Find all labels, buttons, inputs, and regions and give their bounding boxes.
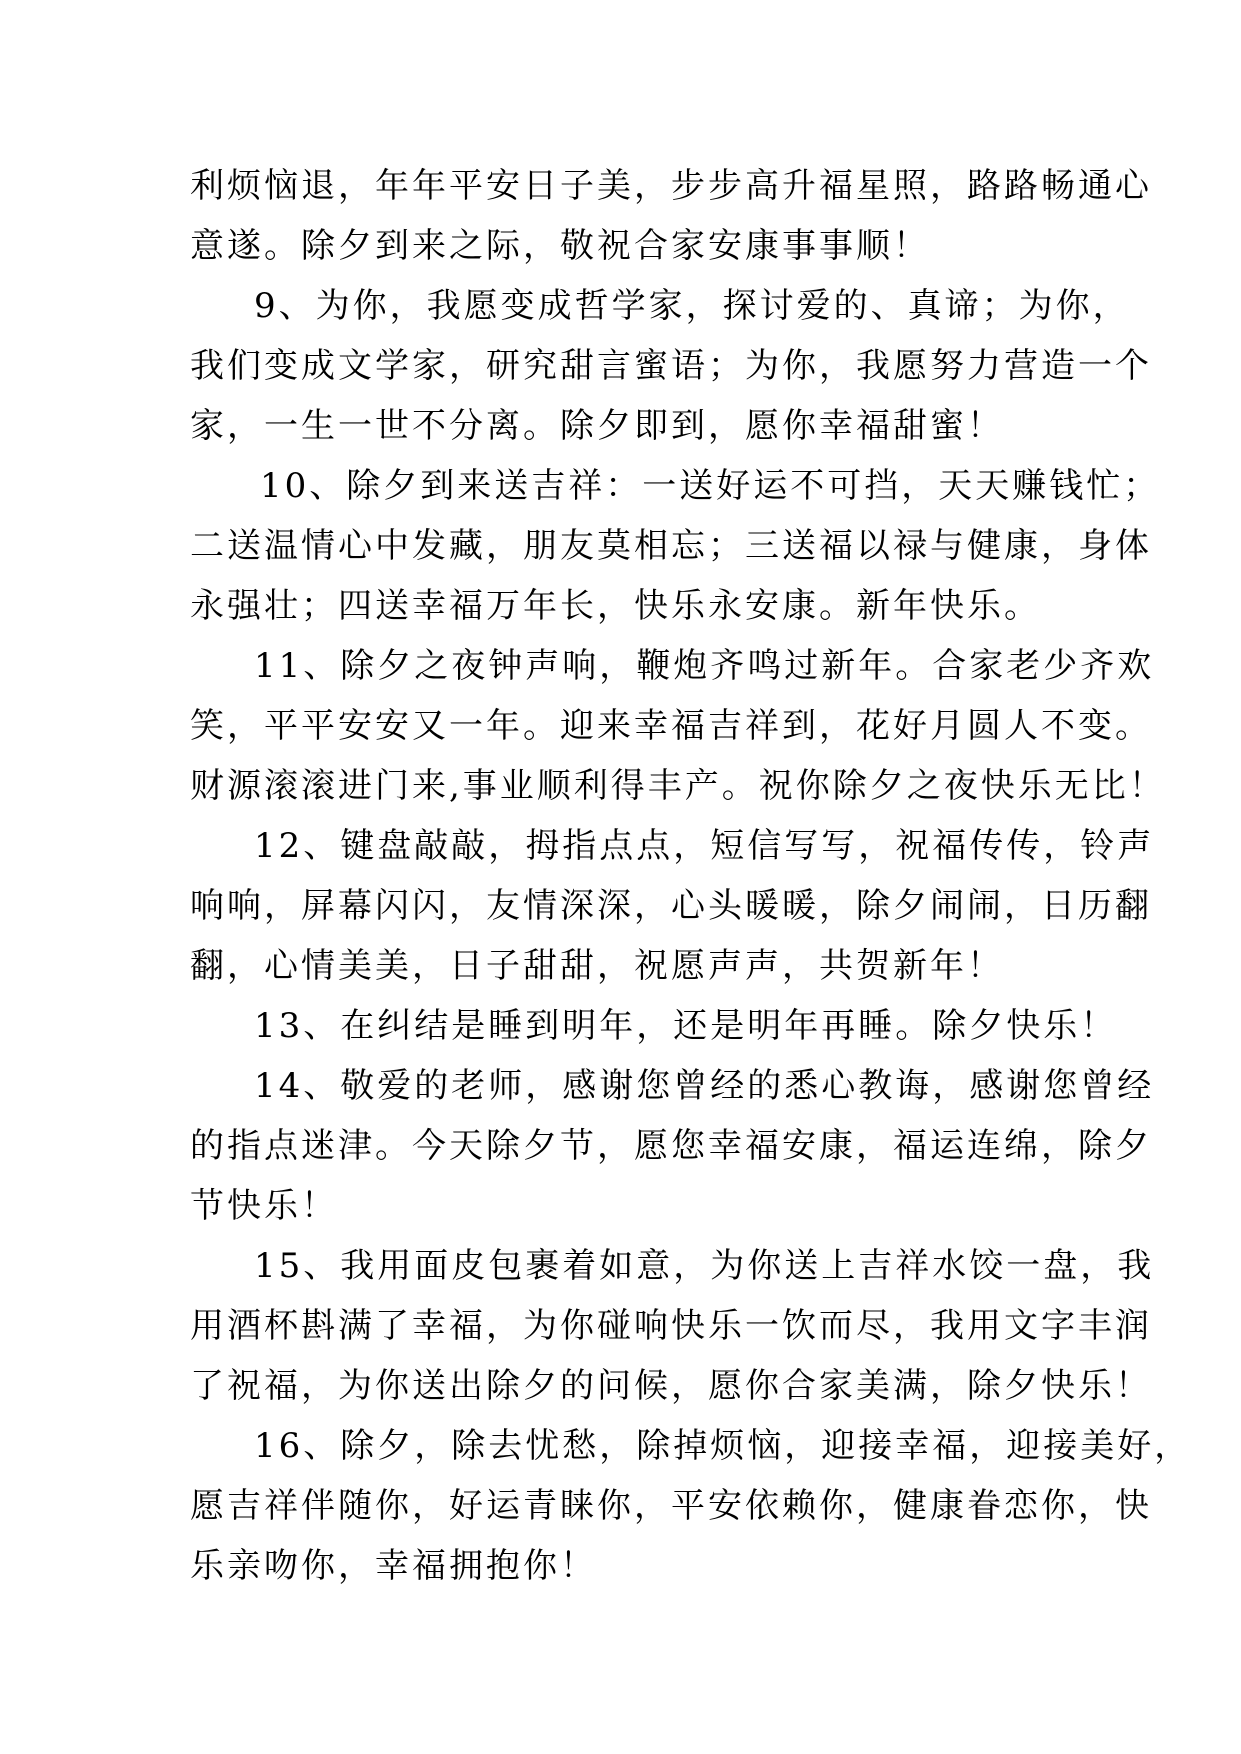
text-line: 了祝福，为你送出除夕的问候，愿你合家美满，除夕快乐！: [190, 1366, 1152, 1406]
paragraph-13-line: 13、在纠结是睡到明年，还是明年再睡。除夕快乐！: [254, 1006, 1118, 1046]
text-line: 二送温情心中发藏，朋友莫相忘；三送福以禄与健康，身体: [190, 526, 1152, 566]
paragraph-10-line: 10、除夕到来送吉祥：一送好运不可挡，天天赚钱忙；: [260, 466, 1161, 506]
text-line: 节快乐！: [190, 1186, 338, 1226]
text-line: 意遂。除夕到来之际，敬祝合家安康事事顺！: [190, 226, 930, 266]
text-line: 利烦恼退，年年平安日子美，步步高升福星照，路路畅通心: [190, 166, 1152, 206]
text-line: 家，一生一世不分离。除夕即到，愿你幸福甜蜜！: [190, 406, 1004, 446]
text-line: 笑，平平安安又一年。迎来幸福吉祥到，花好月圆人不变。: [190, 706, 1152, 746]
text-line: 愿吉祥伴随你，好运青睐你，平安依赖你，健康眷恋你，快: [190, 1486, 1152, 1526]
text-line: 永强壮；四送幸福万年长，快乐永安康。新年快乐。: [190, 586, 1041, 626]
paragraph-15-line: 15、我用面皮包裹着如意，为你送上吉祥水饺一盘，我: [254, 1246, 1155, 1286]
document-body: [190, 156, 1192, 1596]
text-line: 我们变成文学家，研究甜言蜜语；为你，我愿努力营造一个: [190, 346, 1152, 386]
text-line: 的指点迷津。今天除夕节，愿您幸福安康，福运连绵，除夕: [190, 1126, 1152, 1166]
text-line: 用酒杯斟满了幸福，为你碰响快乐一饮而尽，我用文字丰润: [190, 1306, 1152, 1346]
paragraph-9-line: 9、为你，我愿变成哲学家，探讨爱的、真谛；为你，: [254, 286, 1130, 326]
text-line: 响响，屏幕闪闪，友情深深，心头暖暖，除夕闹闹，日历翻: [190, 886, 1152, 926]
text-line: 财源滚滚进门来,事业顺利得丰产。祝你除夕之夜快乐无比！: [190, 766, 1166, 806]
text-line: 乐亲吻你，幸福拥抱你！: [190, 1546, 597, 1586]
paragraph-12-line: 12、键盘敲敲，拇指点点，短信写写，祝福传传，铃声: [254, 826, 1155, 866]
paragraph-16-line: 16、除夕，除去忧愁，除掉烦恼，迎接幸福，迎接美好，: [254, 1426, 1192, 1466]
text-line: 翻，心情美美，日子甜甜，祝愿声声，共贺新年！: [190, 946, 1004, 986]
paragraph-14-line: 14、敬爱的老师，感谢您曾经的悉心教诲，感谢您曾经: [254, 1066, 1155, 1106]
paragraph-11-line: 11、除夕之夜钟声响，鞭炮齐鸣过新年。合家老少齐欢: [254, 646, 1155, 686]
